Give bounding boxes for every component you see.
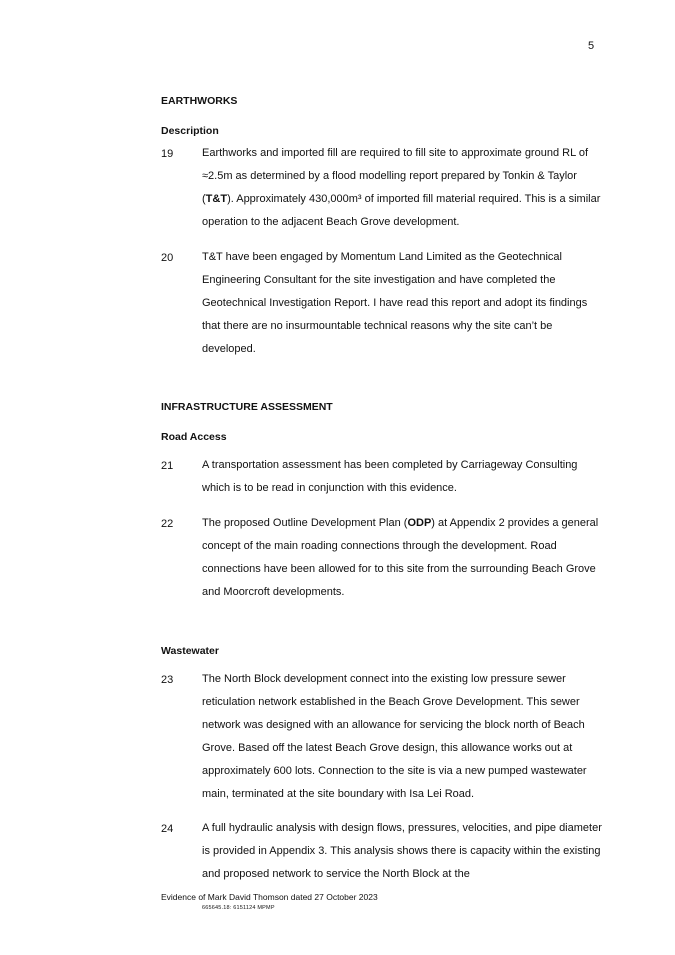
- paragraph-text-part: The proposed Outline Development Plan (: [202, 517, 408, 529]
- paragraph-text: A full hydraulic analysis with design flows, pressures, velocities, and pipe diameter is provided in Appendix 3. This analysis shows there is capacity within the existing and proposed network to service the North Block at the: [202, 822, 602, 880]
- description-subheading: Description: [161, 125, 219, 137]
- paragraph-text-part: Earthworks and imported fill are required to fill site to approximate ground RL of ≈2.5m as determined by a flood modelling report prepared by Tonkin & Taylor (: [202, 147, 589, 205]
- paragraph-text: [202, 512, 602, 604]
- paragraph-text: A transportation assessment has been completed by Carriageway Consulting which is to be read in conjunction with this evidence.: [202, 459, 578, 494]
- paragraph-number: 20: [161, 252, 174, 264]
- paragraph-text-part: ). Approximately 430,000m³ of imported fill material required. This is a similar operation to the adjacent Beach Grove development.: [202, 193, 601, 228]
- earthworks-heading: EARTHWORKS: [161, 95, 238, 107]
- page-number: 5: [588, 40, 595, 52]
- paragraph-number: 24: [161, 823, 174, 835]
- infrastructure-heading: INFRASTRUCTURE ASSESSMENT: [161, 401, 333, 413]
- paragraph-text: [202, 142, 602, 234]
- bold-term: T&T: [205, 193, 228, 205]
- bold-term: ODP: [407, 517, 432, 529]
- paragraph-text: T&T have been engaged by Momentum Land Limited as the Geotechnical Engineering Consultant for the site investigation and have completed the Geotechnical Investigation Report. I have read this report and adopt its findings that there are no insurmountable technical reasons why the site can’t be developed.: [202, 251, 588, 355]
- footer-evidence-line: Evidence of Mark David Thomson dated 27 October 2023: [161, 892, 378, 902]
- paragraph-number: 22: [161, 518, 174, 530]
- paragraph-number: 23: [161, 674, 174, 686]
- wastewater-subheading: Wastewater: [161, 645, 219, 657]
- road-access-subheading: Road Access: [161, 431, 227, 443]
- paragraph-number: 21: [161, 460, 174, 472]
- paragraph-number: 19: [161, 148, 174, 160]
- paragraph-text-part: ) at Appendix 2 provides a general concept of the main roading connections through the development. Road connections have been allowed for to this site from the surrounding Beach Grove and Moorcroft developments.: [202, 517, 599, 598]
- footer-reference: 665645.18: 6151124 MPMP: [202, 905, 275, 911]
- paragraph-text: The North Block development connect into the existing low pressure sewer reticulation network established in the Beach Grove Development. This sewer network was designed with an allowance for servicing the block north of Beach Grove. Based off the latest Beach Grove design, this allowance works out at approximately 600 lots. Connection to the site is via a new pumped wastewater main, terminated at the site boundary with Isa Lei Road.: [202, 673, 587, 800]
